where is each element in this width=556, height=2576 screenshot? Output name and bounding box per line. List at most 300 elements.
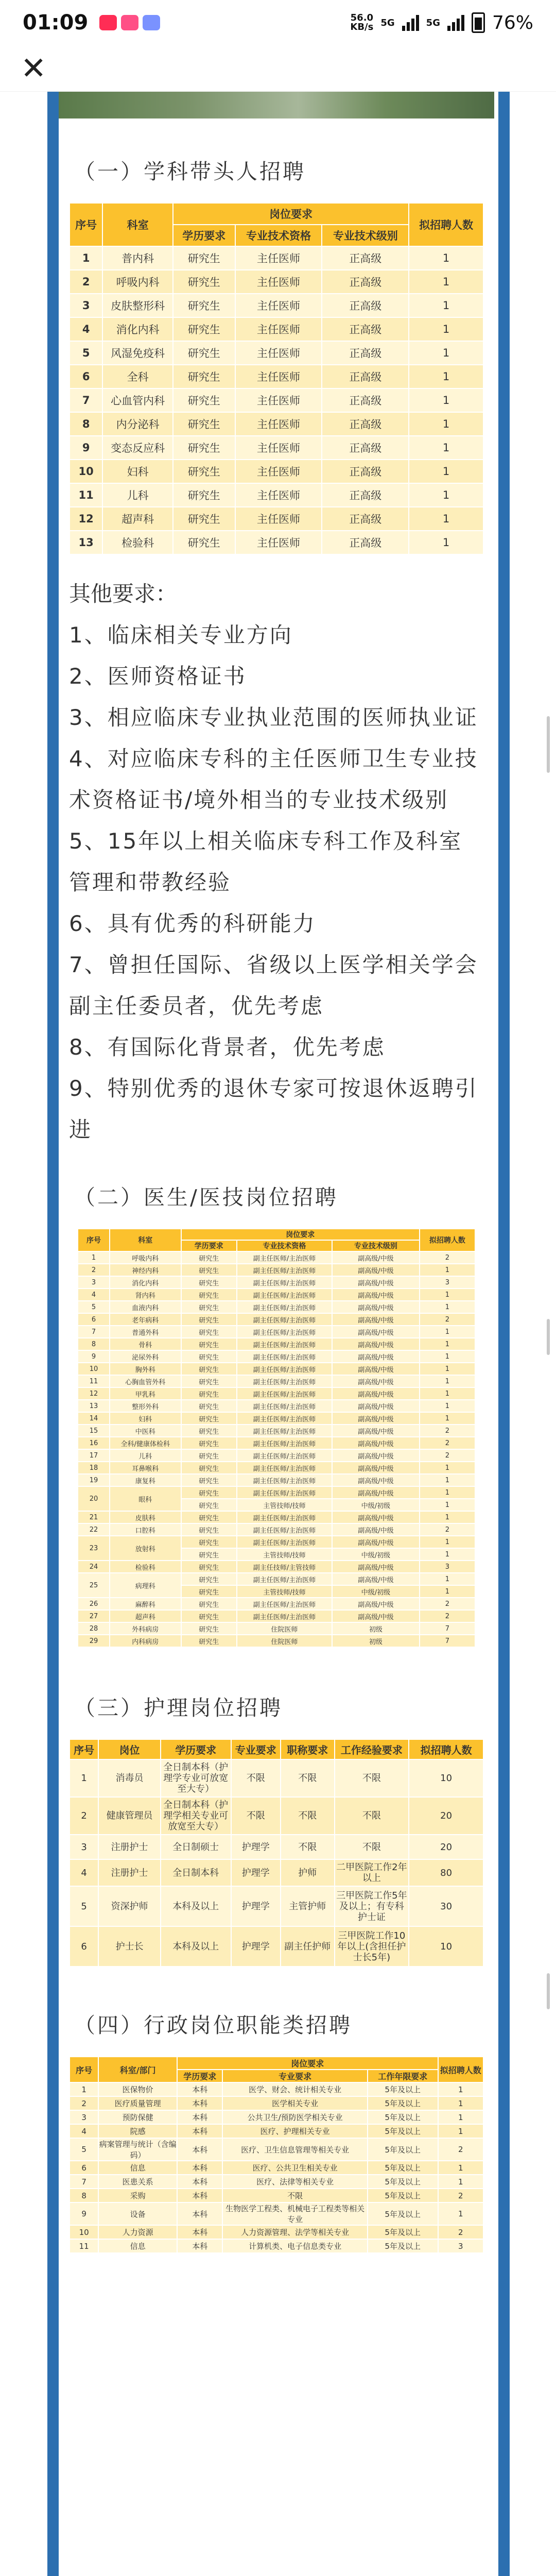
- th-seq: 序号: [70, 1739, 98, 1759]
- nursing-table-body: [70, 1759, 483, 1967]
- cell-dept: 医患关系: [98, 2175, 177, 2189]
- cell-seq: 1: [78, 1251, 110, 1264]
- cell-qual: 副主任医师/主治医师: [237, 1276, 332, 1289]
- cell-count: 1: [409, 460, 483, 483]
- cell-edu: 研究生: [181, 1338, 237, 1350]
- th-edu: 学历要求: [181, 1240, 237, 1251]
- cell-count: 1: [420, 1301, 475, 1313]
- table-row: [78, 1289, 475, 1301]
- cell-seq: 21: [78, 1511, 110, 1523]
- th-qual: 专业技术资格: [237, 1240, 332, 1251]
- cell-edu: 研究生: [181, 1511, 237, 1523]
- cell-seq: 5: [70, 2138, 98, 2161]
- cell-edu: 研究生: [181, 1536, 237, 1548]
- cell-dept: 检验科: [102, 531, 173, 554]
- status-time: 01:09: [23, 11, 89, 35]
- cell-edu: 研究生: [181, 1573, 237, 1585]
- cell-count: 1: [420, 1499, 475, 1511]
- cell-edu: 本科及以上: [161, 1926, 231, 1967]
- table-row: [70, 1886, 483, 1926]
- cell-level: 副高级/中级: [332, 1338, 420, 1350]
- cell-level: 初级: [332, 1622, 420, 1635]
- cell-dept: 消化内科: [102, 317, 173, 341]
- cell-count: 1: [420, 1536, 475, 1548]
- app-badge-icon: [121, 15, 138, 30]
- table-row: [78, 1437, 475, 1449]
- cell-dept: 心血管内科: [102, 388, 173, 412]
- cell-qual: 主任医师: [235, 294, 322, 317]
- cell-dept: 信息: [98, 2239, 177, 2253]
- cell-seq: 28: [78, 1622, 110, 1635]
- table-row: [70, 388, 483, 412]
- table-row: [78, 1449, 475, 1462]
- article-frame: [47, 92, 510, 2576]
- cell-exp: 二甲医院工作2年以上: [335, 1859, 409, 1886]
- cell-major: 医疗、法律等相关专业: [222, 2175, 367, 2189]
- cell-edu: 研究生: [181, 1313, 237, 1326]
- cell-qual: 副主任技师/主管技师: [237, 1561, 332, 1573]
- table-row: [78, 1598, 475, 1610]
- cell-count: 10: [409, 1759, 483, 1797]
- admin-table-body: [70, 2082, 483, 2253]
- cell-count: 2: [420, 1437, 475, 1449]
- requirements-title: 其他要求：: [69, 581, 178, 606]
- table-row: [70, 1797, 483, 1835]
- scrollbar-marker: [547, 1319, 550, 1355]
- doctor-recruit-table: [77, 1228, 476, 1648]
- section-1-title: （一）学科带头人招聘: [74, 159, 306, 184]
- cell-count: 1: [420, 1548, 475, 1561]
- cell-qual: 副主任医师/主治医师: [237, 1474, 332, 1486]
- table-row: [78, 1610, 475, 1622]
- cell-post: 健康管理员: [98, 1797, 161, 1835]
- cell-count: 1: [409, 507, 483, 531]
- cell-count: 1: [438, 2202, 483, 2225]
- nav-bar: [0, 45, 556, 92]
- cell-exp: 5年及以上: [368, 2175, 438, 2189]
- cell-edu: 研究生: [181, 1499, 237, 1511]
- cell-qual: 副主任医师/主治医师: [237, 1610, 332, 1622]
- cell-dept: 妇科: [102, 460, 173, 483]
- table-row: [70, 2082, 483, 2096]
- cell-dept: 信息: [98, 2161, 177, 2175]
- cell-edu: 研究生: [173, 388, 235, 412]
- cell-count: 1: [420, 1412, 475, 1425]
- cell-dept: 医保物价: [98, 2082, 177, 2096]
- cell-seq: 22: [78, 1523, 110, 1536]
- table-row: [70, 507, 483, 531]
- cell-seq: 26: [78, 1598, 110, 1610]
- cell-count: 1: [420, 1338, 475, 1350]
- cell-edu: 全日制硕士: [161, 1835, 231, 1859]
- cell-dept: 神经内科: [110, 1264, 181, 1276]
- cell-dept: 全科: [102, 365, 173, 388]
- table-row: [70, 2138, 483, 2161]
- cell-level: 正高级: [322, 270, 409, 294]
- cell-dept: 设备: [98, 2202, 177, 2225]
- status-bar: [0, 0, 556, 45]
- cell-count: 1: [420, 1585, 475, 1598]
- cell-seq: 18: [78, 1462, 110, 1474]
- cell-seq: 2: [78, 1264, 110, 1276]
- cell-level: 副高级/中级: [332, 1474, 420, 1486]
- cell-dept: 院感: [98, 2124, 177, 2138]
- th-seq: 序号: [70, 2057, 98, 2082]
- cell-edu: 研究生: [173, 270, 235, 294]
- table-row: [78, 1462, 475, 1474]
- doctor-table-body: [78, 1251, 475, 1647]
- cell-count: 3: [438, 2239, 483, 2253]
- requirement-item: 2、医师资格证书: [69, 664, 247, 689]
- requirement-item: 8、有国际化背景者，优先考虑: [69, 1035, 386, 1060]
- table-row: [70, 2239, 483, 2253]
- cell-seq: 1: [70, 246, 102, 270]
- cell-edu: 研究生: [173, 483, 235, 507]
- cell-qual: 主任医师: [235, 507, 322, 531]
- table-row: [78, 1523, 475, 1536]
- table-row: [78, 1326, 475, 1338]
- cell-major: 护理学: [231, 1926, 281, 1967]
- net-speed-value: 56.0: [350, 12, 374, 23]
- cell-edu: 研究生: [181, 1412, 237, 1425]
- cell-seq: 4: [78, 1289, 110, 1301]
- requirement-item: 9、特别优秀的退休专家可按退休返聘引进: [69, 1076, 478, 1142]
- cell-seq: 3: [70, 294, 102, 317]
- cell-qual: 副主任医师/主治医师: [237, 1462, 332, 1474]
- table-row: [70, 2225, 483, 2239]
- notification-badges: [99, 15, 160, 30]
- cell-major: 医疗、公共卫生相关专业: [222, 2161, 367, 2175]
- cell-qual: 主管技师/技师: [237, 1499, 332, 1511]
- cell-dept: 消化内科: [110, 1276, 181, 1289]
- cell-count: 1: [409, 246, 483, 270]
- cell-level: 副高级/中级: [332, 1437, 420, 1449]
- cell-edu: 本科: [177, 2082, 222, 2096]
- cell-level: 副高级/中级: [332, 1573, 420, 1585]
- cell-edu: 研究生: [181, 1598, 237, 1610]
- cell-seq: 10: [70, 2225, 98, 2239]
- cell-edu: 本科: [177, 2225, 222, 2239]
- cell-edu: 研究生: [173, 341, 235, 365]
- cell-level: 正高级: [322, 365, 409, 388]
- cell-qual: 副主任医师/主治医师: [237, 1486, 332, 1499]
- cell-seq: 7: [70, 388, 102, 412]
- cell-seq: 11: [78, 1375, 110, 1387]
- cell-seq: 23: [78, 1536, 110, 1561]
- cell-seq: 24: [78, 1561, 110, 1573]
- cell-count: 1: [409, 531, 483, 554]
- cell-edu: 研究生: [181, 1437, 237, 1449]
- requirements-list: [69, 615, 484, 1150]
- th-qual: 专业技术资格: [235, 225, 322, 246]
- cell-qual: 副主任医师/主治医师: [237, 1425, 332, 1437]
- cell-level: 初级: [332, 1635, 420, 1647]
- th-level: 专业技术级别: [332, 1240, 420, 1251]
- cell-count: 7: [420, 1622, 475, 1635]
- cell-title: 不限: [281, 1759, 335, 1797]
- cell-post: 注册护士: [98, 1859, 161, 1886]
- cell-exp: 5年及以上: [368, 2138, 438, 2161]
- cell-dept: 普内科: [102, 246, 173, 270]
- cell-dept: 外科病房: [110, 1622, 181, 1635]
- cell-dept: 病案管理与统计（含编码）: [98, 2138, 177, 2161]
- cell-dept: 中医科: [110, 1425, 181, 1437]
- cell-qual: 主任医师: [235, 412, 322, 436]
- th-seq: 序号: [78, 1229, 110, 1251]
- cell-qual: 副主任医师/主治医师: [237, 1264, 332, 1276]
- th-count: 拟招聘人数: [438, 2057, 483, 2082]
- th-count: 拟招聘人数: [409, 203, 483, 246]
- cell-level: 副高级/中级: [332, 1363, 420, 1375]
- cell-edu: 研究生: [181, 1474, 237, 1486]
- cell-edu: 本科: [177, 2110, 222, 2124]
- cell-level: 正高级: [322, 460, 409, 483]
- cell-edu: 研究生: [181, 1425, 237, 1437]
- cell-dept: 儿科: [102, 483, 173, 507]
- table-row: [70, 1926, 483, 1967]
- table-row: [70, 1835, 483, 1859]
- cell-seq: 3: [70, 2110, 98, 2124]
- cell-level: 正高级: [322, 412, 409, 436]
- cell-count: 1: [420, 1326, 475, 1338]
- cell-edu: 研究生: [181, 1622, 237, 1635]
- th-group: 岗位要求: [177, 2057, 438, 2070]
- cell-exp: 不限: [335, 1759, 409, 1797]
- cell-dept: 儿科: [110, 1449, 181, 1462]
- cell-level: 正高级: [322, 388, 409, 412]
- cell-seq: 1: [70, 2082, 98, 2096]
- cell-dept: 内分泌科: [102, 412, 173, 436]
- th-count: 拟招聘人数: [409, 1739, 483, 1759]
- th-major: 专业要求: [231, 1739, 281, 1759]
- th-major: 专业要求: [222, 2070, 367, 2082]
- cell-dept: 超声科: [110, 1610, 181, 1622]
- cell-edu: 本科: [177, 2161, 222, 2175]
- table-row: [70, 483, 483, 507]
- th-exp: 工作经验要求: [335, 1739, 409, 1759]
- cell-seq: 16: [78, 1437, 110, 1449]
- cell-count: 20: [409, 1835, 483, 1859]
- leader-recruit-table: [69, 202, 484, 555]
- cell-dept: 口腔科: [110, 1523, 181, 1536]
- requirement-item: 5、15年以上相关临床专科工作及科室管理和带教经验: [69, 828, 463, 895]
- cell-level: 中级/初级: [332, 1585, 420, 1598]
- cell-seq: 27: [78, 1610, 110, 1622]
- cell-seq: 7: [78, 1326, 110, 1338]
- close-icon[interactable]: ✕: [21, 50, 47, 87]
- net-speed: [350, 13, 373, 32]
- th-dept: 科室: [110, 1229, 181, 1251]
- cell-seq: 4: [70, 1859, 98, 1886]
- cell-major: 生物医学工程类、机械电子工程类等相关专业: [222, 2202, 367, 2225]
- cell-edu: 研究生: [181, 1264, 237, 1276]
- cell-qual: 主管技师/技师: [237, 1548, 332, 1561]
- cell-seq: 20: [78, 1486, 110, 1511]
- cell-dept: 心胸血管外科: [110, 1375, 181, 1387]
- cell-edu: 本科: [177, 2124, 222, 2138]
- battery-icon: [472, 12, 485, 33]
- cell-count: 3: [420, 1276, 475, 1289]
- table-row: [70, 270, 483, 294]
- cell-seq: 2: [70, 1797, 98, 1835]
- cell-qual: 副主任医师/主治医师: [237, 1412, 332, 1425]
- cell-exp: 5年及以上: [368, 2225, 438, 2239]
- cell-level: 副高级/中级: [332, 1511, 420, 1523]
- cell-seq: 25: [78, 1573, 110, 1598]
- cell-dept: 甲乳科: [110, 1387, 181, 1400]
- cell-edu: 研究生: [181, 1289, 237, 1301]
- cell-qual: 副主任医师/主治医师: [237, 1437, 332, 1449]
- cell-edu: 本科: [177, 2096, 222, 2110]
- cell-count: 1: [420, 1289, 475, 1301]
- cell-edu: 本科: [177, 2202, 222, 2225]
- cell-count: 1: [409, 317, 483, 341]
- cell-seq: 10: [70, 460, 102, 483]
- cell-major: 不限: [222, 2189, 367, 2202]
- table-row: [78, 1474, 475, 1486]
- cell-dept: 预防保健: [98, 2110, 177, 2124]
- cell-seq: 9: [70, 2202, 98, 2225]
- cell-count: 1: [438, 2110, 483, 2124]
- cell-count: 1: [409, 270, 483, 294]
- cell-count: 1: [438, 2096, 483, 2110]
- cell-count: 2: [438, 2225, 483, 2239]
- th-edu: 学历要求: [173, 225, 235, 246]
- net-speed-unit: KB/s: [350, 22, 374, 32]
- cell-level: 副高级/中级: [332, 1523, 420, 1536]
- signal-1-icon: [402, 14, 419, 31]
- cell-edu: 研究生: [181, 1462, 237, 1474]
- cell-qual: 主任医师: [235, 246, 322, 270]
- th-count: 拟招聘人数: [420, 1229, 475, 1251]
- cell-edu: 研究生: [173, 317, 235, 341]
- cell-count: 2: [420, 1598, 475, 1610]
- cell-level: 副高级/中级: [332, 1449, 420, 1462]
- table-row: [78, 1301, 475, 1313]
- leader-table-body: [70, 246, 483, 554]
- cell-qual: 主任医师: [235, 388, 322, 412]
- cell-qual: 主管技师/技师: [237, 1585, 332, 1598]
- cell-count: 1: [420, 1350, 475, 1363]
- cell-edu: 研究生: [173, 460, 235, 483]
- th-edu: 学历要求: [161, 1739, 231, 1759]
- cell-title: 不限: [281, 1835, 335, 1859]
- cell-edu: 研究生: [173, 531, 235, 554]
- cell-dept: 妇科: [110, 1412, 181, 1425]
- cell-count: 20: [409, 1797, 483, 1835]
- nursing-recruit-table: [69, 1739, 484, 1967]
- scrollbar[interactable]: [547, 716, 550, 773]
- cell-edu: 研究生: [173, 436, 235, 460]
- cell-count: 2: [420, 1425, 475, 1437]
- requirement-item: 1、临床相关专业方向: [69, 622, 293, 648]
- cell-count: 1: [420, 1573, 475, 1585]
- table-row: [70, 2096, 483, 2110]
- cell-seq: 14: [78, 1412, 110, 1425]
- cell-seq: 15: [78, 1425, 110, 1437]
- table-row: [70, 412, 483, 436]
- cell-count: 1: [420, 1363, 475, 1375]
- requirement-item: 3、相应临床专业执业范围的医师执业证: [69, 705, 478, 730]
- table-row: [70, 436, 483, 460]
- cell-level: 副高级/中级: [332, 1598, 420, 1610]
- table-row: [70, 2202, 483, 2225]
- cell-qual: 主任医师: [235, 436, 322, 460]
- table-row: [70, 1759, 483, 1797]
- requirement-item: 6、具有优秀的科研能力: [69, 911, 316, 936]
- section-2-title: （二）医生/医技岗位招聘: [74, 1185, 338, 1210]
- cell-dept: 超声科: [102, 507, 173, 531]
- cell-qual: 副主任医师/主治医师: [237, 1573, 332, 1585]
- signal-2-icon: [447, 14, 464, 31]
- cell-count: 1: [420, 1264, 475, 1276]
- cell-edu: 本科: [177, 2239, 222, 2253]
- table-row: [70, 365, 483, 388]
- cell-count: 2: [420, 1251, 475, 1264]
- cell-dept: 病理科: [110, 1573, 181, 1598]
- cell-qual: 副主任医师/主治医师: [237, 1301, 332, 1313]
- cell-count: 7: [420, 1635, 475, 1647]
- cell-major: 不限: [231, 1797, 281, 1835]
- cell-count: 1: [420, 1511, 475, 1523]
- cell-seq: 9: [70, 436, 102, 460]
- cell-edu: 研究生: [181, 1561, 237, 1573]
- cell-edu: 研究生: [181, 1326, 237, 1338]
- cell-edu: 研究生: [181, 1635, 237, 1647]
- th-exp: 工作年限要求: [368, 2070, 438, 2082]
- cell-exp: 5年及以上: [368, 2110, 438, 2124]
- cell-edu: 本科及以上: [161, 1886, 231, 1926]
- cell-edu: 研究生: [181, 1387, 237, 1400]
- cell-count: 1: [420, 1474, 475, 1486]
- table-row: [70, 531, 483, 554]
- cell-dept: 采购: [98, 2189, 177, 2202]
- cell-seq: 5: [70, 341, 102, 365]
- cell-count: 1: [420, 1387, 475, 1400]
- cell-seq: 10: [78, 1363, 110, 1375]
- cell-edu: 研究生: [181, 1301, 237, 1313]
- cell-qual: 副主任医师/主治医师: [237, 1289, 332, 1301]
- cell-dept: 整形外科: [110, 1400, 181, 1412]
- cell-count: 1: [409, 483, 483, 507]
- cell-count: 3: [420, 1561, 475, 1573]
- th-dept: 科室: [102, 203, 173, 246]
- cell-exp: 5年及以上: [368, 2239, 438, 2253]
- cell-exp: 不限: [335, 1835, 409, 1859]
- cell-major: 医学相关专业: [222, 2096, 367, 2110]
- cell-exp: 5年及以上: [368, 2082, 438, 2096]
- cell-level: 副高级/中级: [332, 1251, 420, 1264]
- table-row: [78, 1536, 475, 1548]
- cell-count: 2: [438, 2189, 483, 2202]
- cell-seq: 9: [78, 1350, 110, 1363]
- cell-major: 不限: [231, 1759, 281, 1797]
- cell-edu: 研究生: [181, 1585, 237, 1598]
- cell-seq: 13: [70, 531, 102, 554]
- cell-seq: 6: [70, 1926, 98, 1967]
- signal-2-label: 5G: [426, 17, 440, 28]
- th-title: 职称要求: [281, 1739, 335, 1759]
- app-badge-icon: [143, 15, 160, 30]
- cell-count: 1: [420, 1486, 475, 1499]
- cell-count: 2: [420, 1523, 475, 1536]
- cell-count: 80: [409, 1859, 483, 1886]
- cell-seq: 3: [78, 1276, 110, 1289]
- cell-dept: 内科病房: [110, 1635, 181, 1647]
- cell-major: 公共卫生/预防医学相关专业: [222, 2110, 367, 2124]
- cell-qual: 副主任医师/主治医师: [237, 1375, 332, 1387]
- th-edu: 学历要求: [177, 2070, 222, 2082]
